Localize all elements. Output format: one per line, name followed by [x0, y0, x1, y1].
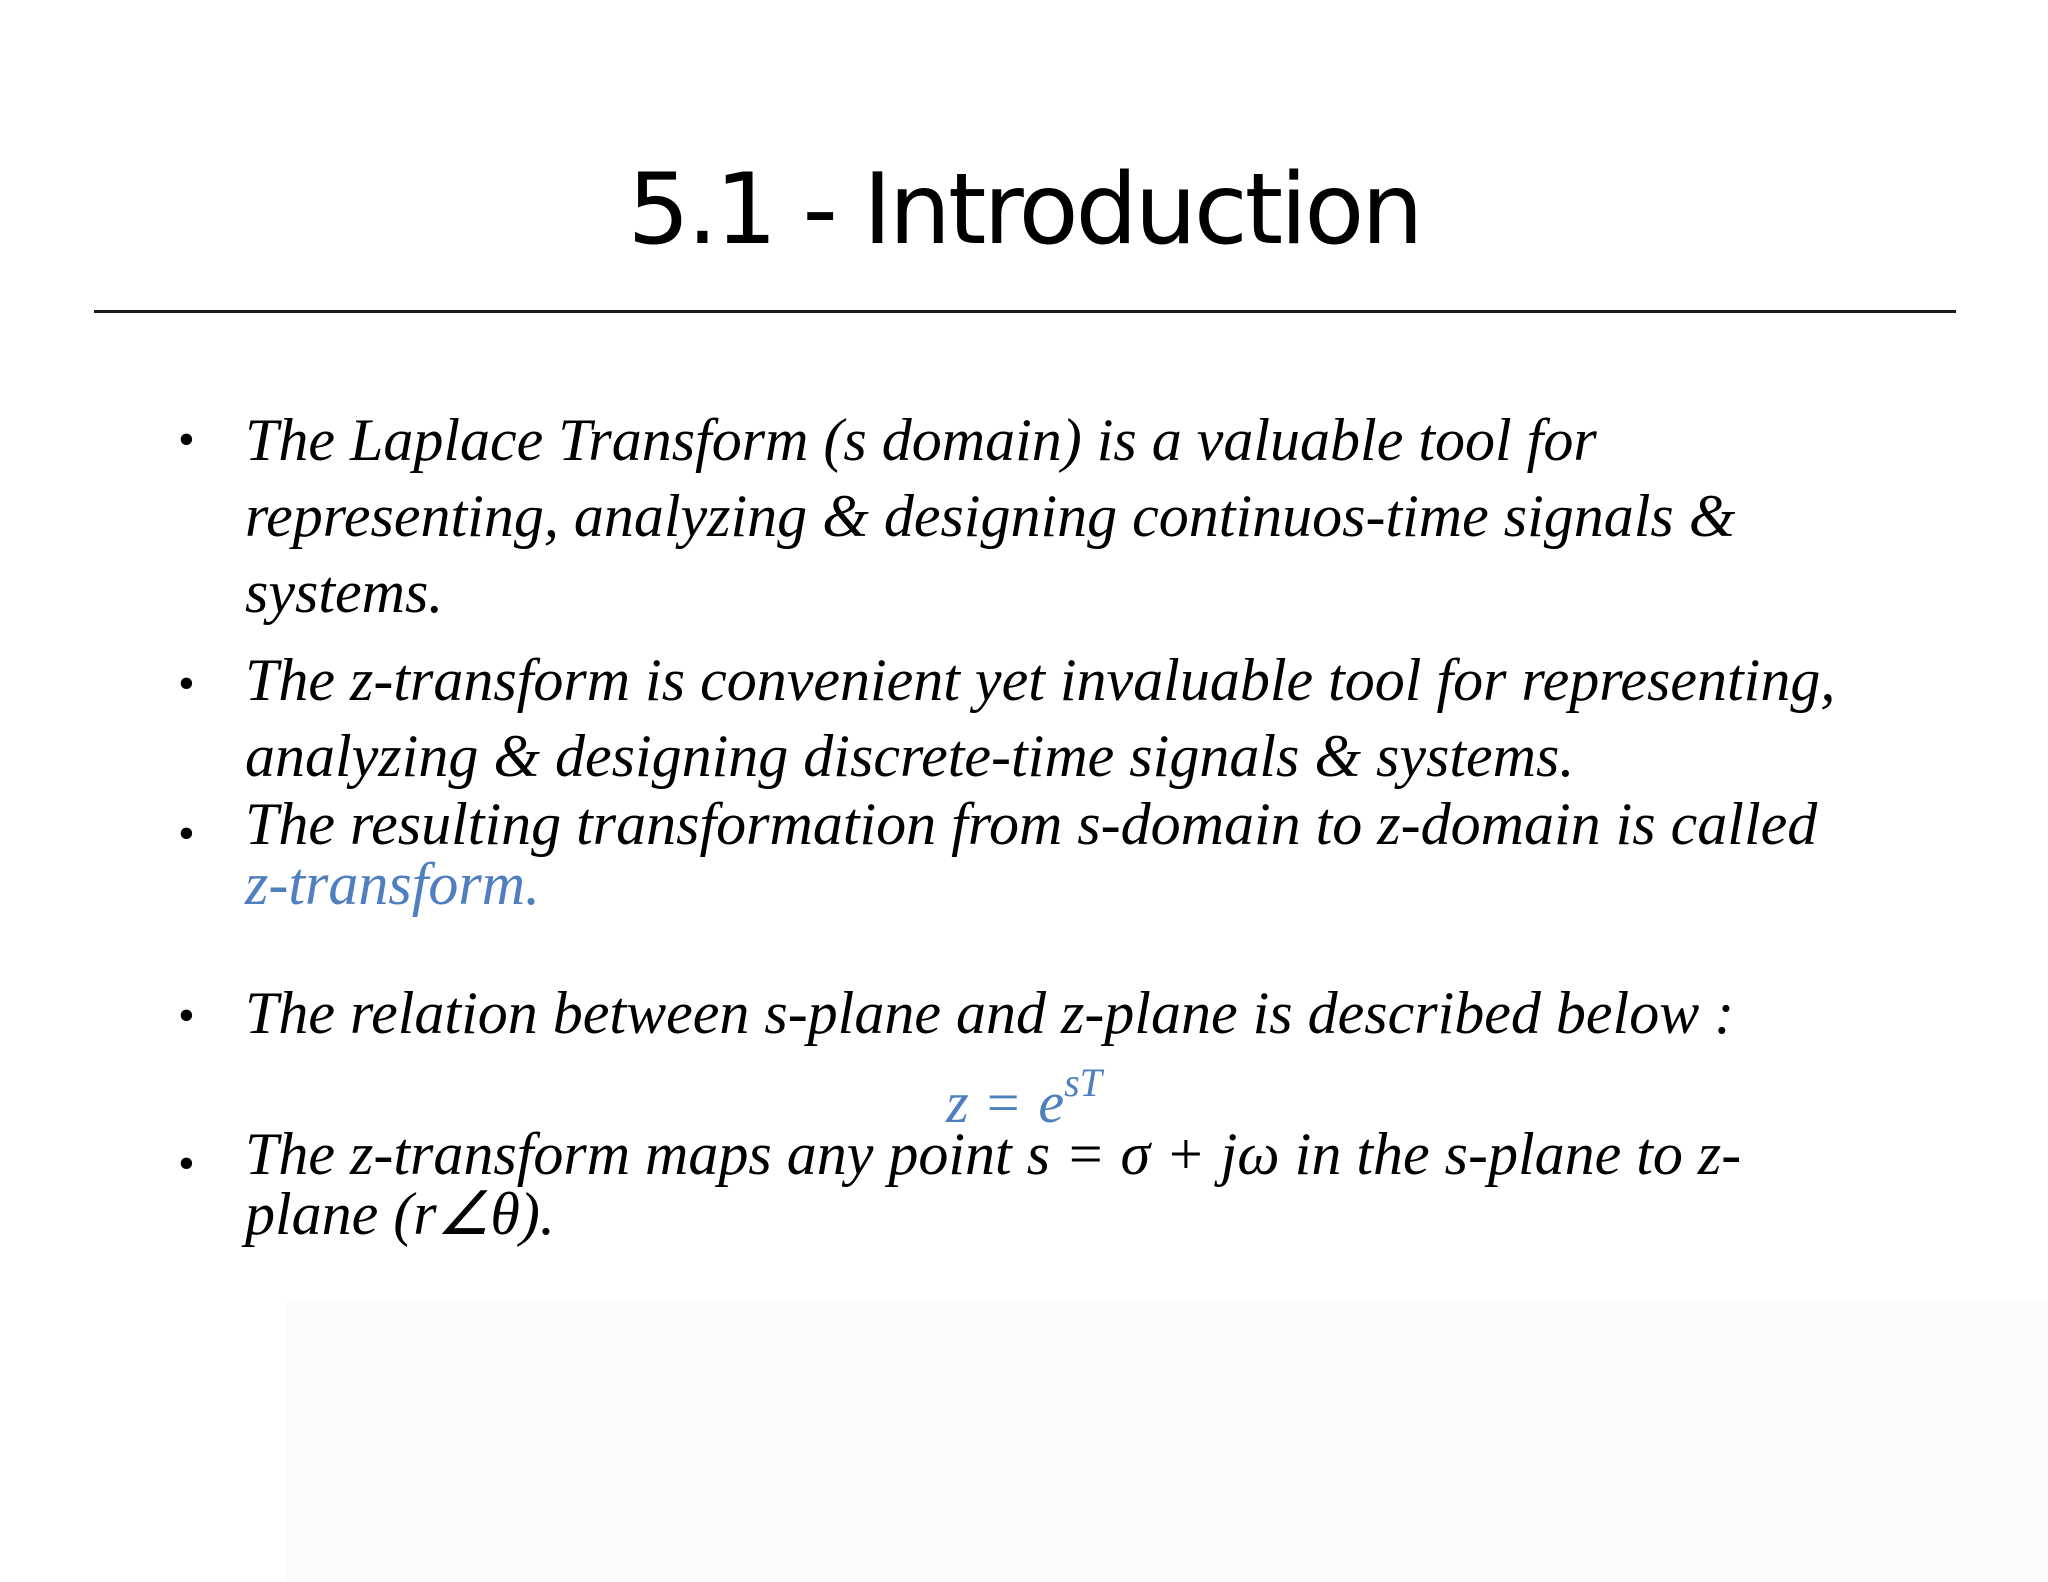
- equation-lhs: z =: [946, 1070, 1023, 1135]
- title-divider: [94, 310, 1956, 313]
- equation-exponent: sT: [1064, 1060, 1102, 1105]
- text-line: plane (r∠θ).: [245, 1181, 555, 1247]
- bullet-marker: •: [178, 989, 195, 1042]
- bullet-text-mapping: [245, 1121, 1945, 1247]
- text-line: The Laplace Transform (s domain) is a valuable tool for: [245, 407, 1597, 473]
- slide-title: 5.1 - Introduction: [627, 153, 1421, 267]
- bullet-marker: •: [178, 657, 195, 710]
- bullet-text-transformation: [245, 791, 1945, 917]
- z-transform-term: z-transform.: [245, 851, 541, 917]
- bullet-text-laplace: [245, 402, 1945, 630]
- background-shade: [286, 1300, 2048, 1582]
- text-line: The relation between s-plane and z-plane is described below :: [245, 980, 1735, 1046]
- text-line: analyzing & designing discrete-time signals & systems.: [245, 723, 1575, 789]
- text-line: systems.: [245, 559, 444, 625]
- bullet-marker: •: [178, 1137, 195, 1190]
- bullet-text-relation: [245, 975, 1945, 1051]
- text-line: representing, analyzing & designing continuos-time signals &: [245, 483, 1736, 549]
- bullet-marker: •: [178, 413, 195, 466]
- text-line: The resulting transformation from s-domain to z-domain is called: [245, 791, 1818, 857]
- bullet-marker: •: [178, 807, 195, 860]
- equation-base: e: [1038, 1070, 1065, 1135]
- text-line: The z-transform maps any point s = σ + jω in the s-plane to z-: [245, 1121, 1742, 1187]
- bullet-text-z-transform: [245, 642, 1945, 794]
- text-line: The z-transform is convenient yet invaluable tool for representing,: [245, 647, 1836, 713]
